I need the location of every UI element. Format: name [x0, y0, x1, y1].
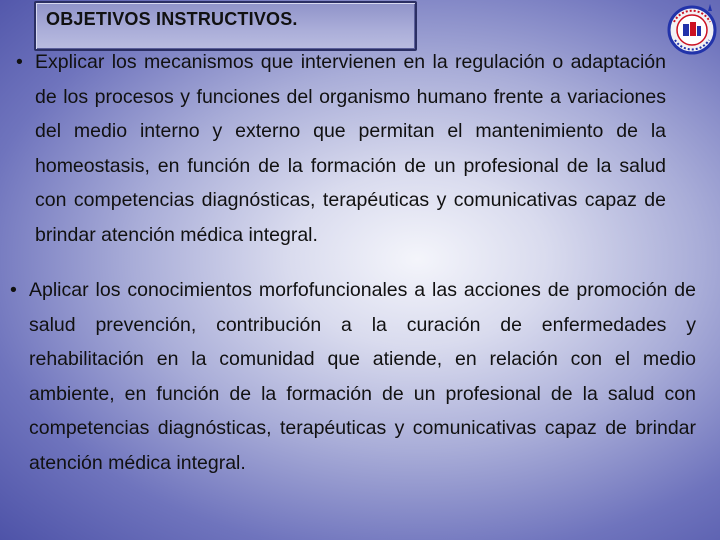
university-seal-icon: [666, 2, 718, 56]
bullet-icon: •: [16, 51, 23, 73]
bullet-icon: •: [10, 279, 17, 301]
objective-item-1: [16, 45, 666, 252]
slide-title: OBJETIVOS INSTRUCTIVOS.: [46, 9, 298, 29]
objective-text-2: Aplicar los conocimientos morfofuncionales a las acciones de promoción de salud prevención, contribución a la curación de enfermedades y rehabilitación en la comunidad que atiende, en relación con el medio ambiente, en función de la formación de un profesional de la salud con competencias diagnósticas, terapéuticas y comunicativas capaz de brindar atención médica integral.: [29, 279, 696, 474]
objective-text-1: Explicar los mecanismos que intervienen en la regulación o adaptación de los procesos y funciones del organismo humano frente a variaciones del medio interno y externo que permitan el mantenimiento de la homeostasis, en función de la formación de un profesional de la salud con competencias diagnósticas, terapéuticas y comunicativas capaz de brindar atención médica integral.: [35, 51, 666, 246]
objective-item-2: [10, 273, 696, 480]
